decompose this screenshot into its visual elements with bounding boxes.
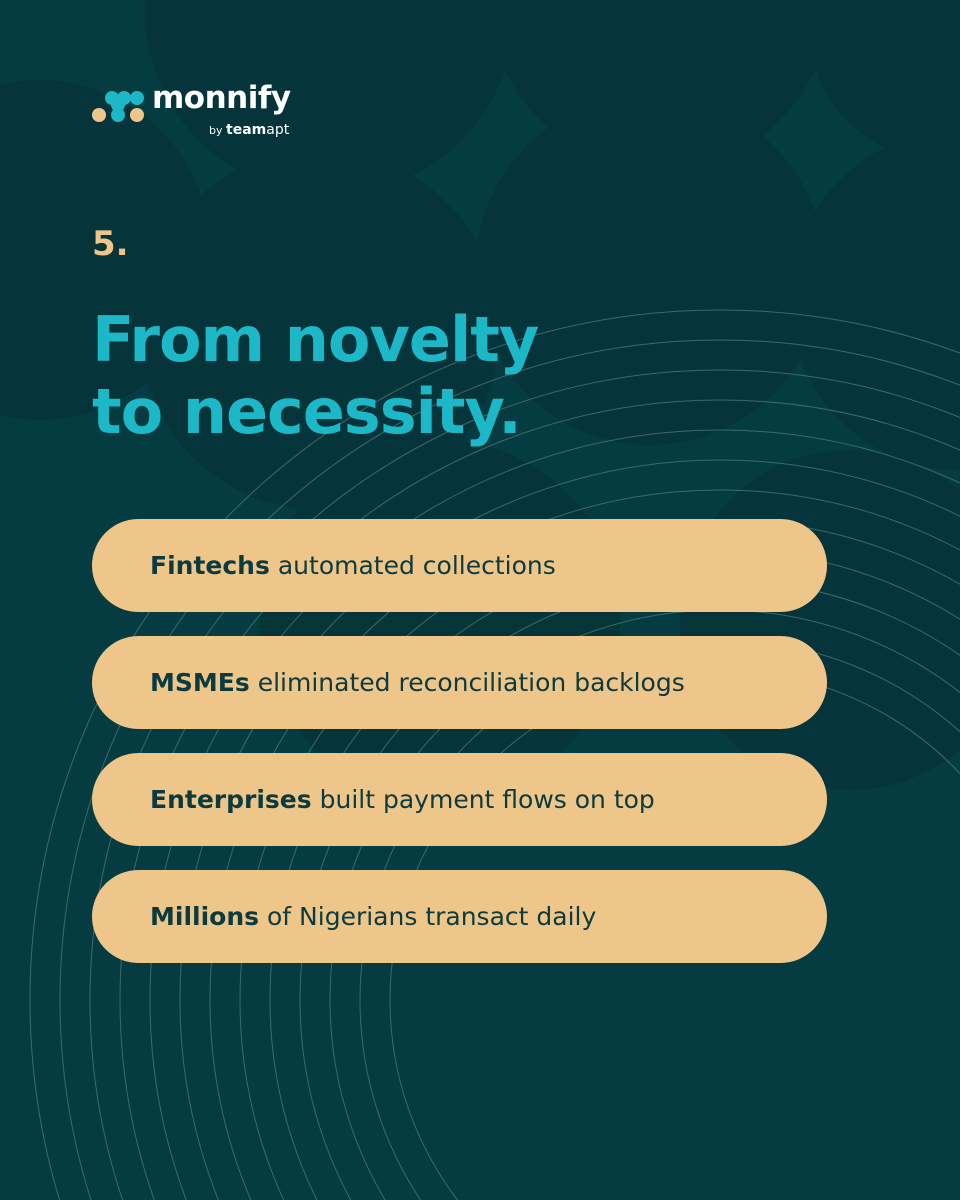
byline-parent-light: apt — [266, 122, 290, 138]
pill-item — [92, 519, 827, 612]
brand-byline — [209, 122, 289, 138]
pill-item-text: automated collections — [277, 551, 556, 580]
pill-item — [92, 753, 827, 846]
monnify-logo-mark-icon — [92, 90, 144, 124]
pill-item-text: eliminated reconciliation backlogs — [257, 668, 685, 697]
pill-item-bold: Fintechs — [150, 551, 270, 580]
pill-item-text: of Nigerians transact daily — [267, 902, 597, 931]
step-number: 5. — [92, 224, 129, 264]
byline-parent-bold: team — [226, 122, 267, 138]
headline-line-1: From novelty — [92, 303, 539, 376]
pill-item — [92, 636, 827, 729]
brand-wordmark: monnify — [152, 80, 291, 116]
pill-item-bold: Millions — [150, 902, 260, 931]
pill-item — [92, 870, 827, 963]
headline — [92, 304, 538, 448]
pill-item-bold: MSMEs — [150, 668, 250, 697]
byline-by: by — [209, 124, 223, 137]
pill-item-bold: Enterprises — [150, 785, 312, 814]
pill-item-text: built payment flows on top — [319, 785, 655, 814]
headline-line-2: to necessity. — [92, 375, 521, 448]
